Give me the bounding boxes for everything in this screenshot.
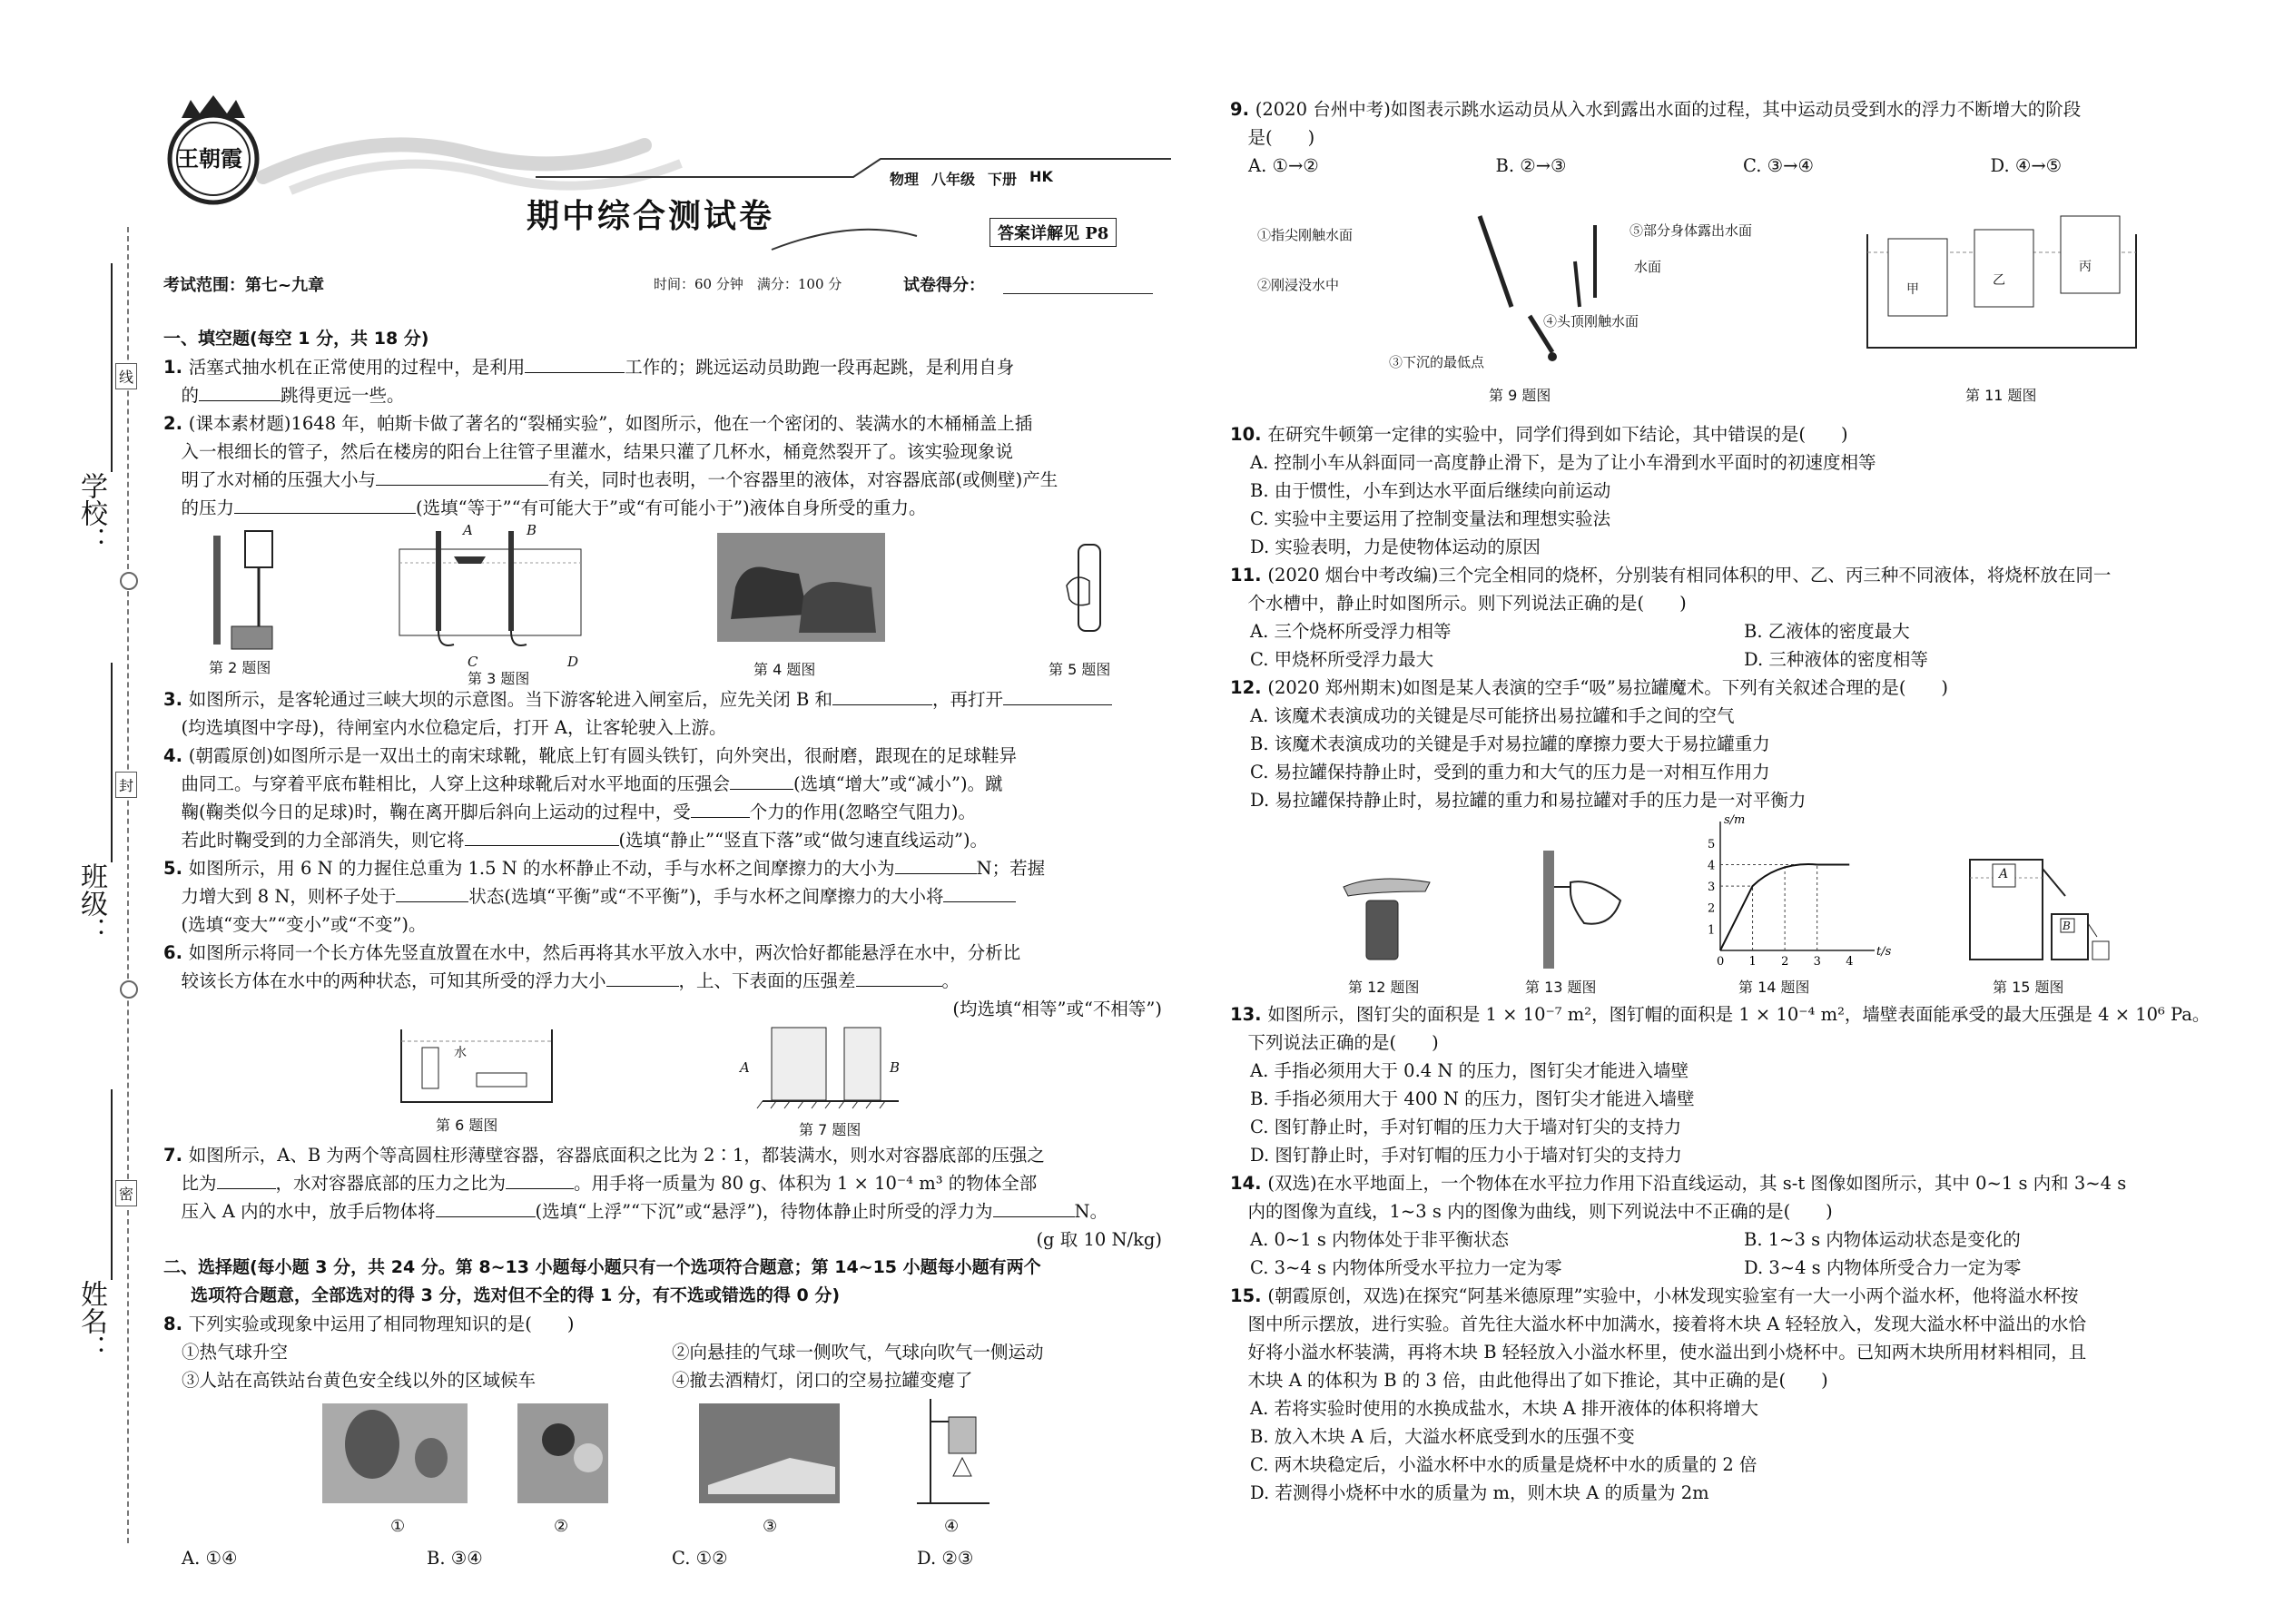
q10-options (1230, 448, 2238, 561)
binding-mark-feng: 封 (115, 772, 137, 798)
block-b-label: B (2063, 920, 2071, 932)
diver-label-1: ①指尖刚触水面 (1257, 227, 1354, 243)
section-fill-blank: 一、填空题(每空 1 分，共 18 分) (163, 329, 429, 349)
question-1: 1. 活塞式抽水机在正常使用的过程中，是利用 工作的；跳远运动员助跑一段再起跳，是利用自身 的 跳得更远一些。 (163, 353, 1162, 409)
option-b[interactable]: B. 该魔术表演成功的关键是手对易拉罐的摩擦力要大于易拉罐重力 (1250, 733, 1770, 754)
option-d[interactable]: D. 若测得小烧杯中水的质量为 m，则木块 A 的质量为 2m (1250, 1482, 1709, 1503)
name-label: 姓名： (75, 1280, 107, 1362)
score-label: 试卷得分： (903, 276, 985, 295)
q8-item: ④撤去酒精灯，闭口的空易拉罐变瘪了 (672, 1370, 973, 1391)
overflow-cups-figure (1965, 851, 2111, 969)
fig11-caption: 第 11 题图 (1965, 387, 2037, 404)
option-c[interactable]: C. 3~4 s 内物体所受水平拉力一定为零 (1250, 1257, 1562, 1278)
barrel-experiment-figure (209, 527, 290, 654)
can-heating-figure (912, 1394, 994, 1508)
option-a[interactable]: A. 手指必须用大于 0.4 N 的压力，图钉尖才能进入墙壁 (1250, 1060, 1689, 1081)
diver-label-3: ③下沉的最低点 (1389, 354, 1485, 370)
class-field[interactable] (111, 663, 113, 862)
y-tick-label: 5 (1708, 837, 1716, 851)
figures-row-1 (163, 522, 1162, 685)
answer-blank[interactable] (376, 467, 548, 486)
answer-blank[interactable] (525, 354, 625, 373)
diver-label-5: ⑤部分身体露出水面 (1629, 222, 1753, 239)
name-field[interactable] (111, 1089, 113, 1280)
option-d[interactable]: D. 易拉罐保持静止时，易拉罐的重力和易拉罐对手的压力是一对平衡力 (1250, 790, 1807, 811)
binding-margin (18, 227, 154, 1543)
answer-blank[interactable] (856, 968, 942, 987)
option-a[interactable]: A. 控制小车从斜面同一高度静止滑下，是为了让小车滑到水平面时的初速度相等 (1250, 452, 1876, 473)
option-b[interactable]: B. 1~3 s 内物体运动状态是变化的 (1744, 1229, 2021, 1250)
option-b[interactable]: B. ③④ (427, 1548, 483, 1569)
logo-text: 王朝霞 (177, 145, 242, 172)
q11-options (1230, 617, 2238, 674)
binding-mark-xian: 线 (115, 363, 137, 389)
section-choice-line-2: 选项符合题意，全部选对的得 3 分，选对但不全的得 1 分，有不选或错选的得 0 分) (191, 1285, 841, 1305)
question-10: 10. 在研究牛顿第一定律的实验中，同学们得到如下结论，其中错误的是( ) (1230, 424, 1848, 445)
answer-blank[interactable] (1003, 686, 1112, 705)
st-graph-chart (1684, 813, 1892, 978)
diver-label-4: ④头顶刚触水面 (1543, 313, 1639, 330)
option-d[interactable]: D. ②③ (917, 1548, 974, 1569)
y-tick-label: 2 (1708, 901, 1716, 916)
question-7: 7. 如图所示，A、B 为两个等高圆柱形薄壁容器，容器底面积之比为 2∶1，都装满水，则水对容器底部的压强之 比为 ，水对容器底部的压力之比为 。用手将一质量为 80 g、体积为 1 × 10⁻⁴ m³ 的物体全部 压入 A 内的水中，放手后物体将 (选填“上浮”“下沉”或“悬浮”)，待物体静止时所受的浮力为 N。 (g 取 10 N/kg) (163, 1145, 1162, 1250)
subject-tag: 物理 (890, 171, 920, 188)
answer-blank[interactable] (895, 855, 977, 874)
option-c[interactable]: C. ③→④ (1743, 155, 1814, 176)
option-d[interactable]: D. 3~4 s 内物体所受合力一定为零 (1744, 1257, 2022, 1278)
question-6: 6. 如图所示将同一个长方体先竖直放置在水中，然后再将其水平放入水中，两次恰好都能悬浮在水中，分析比 较该长方体在水中的两种状态，可知其所受的浮力大小 ，上、下表面的压强差 。 (均选填“相等”或“不相等”) (163, 942, 1162, 1019)
x-tick-label: 0 (1717, 955, 1725, 969)
answer-blank[interactable] (691, 799, 750, 818)
answer-blank[interactable] (234, 495, 416, 514)
answer-reference: 答案详解见 P8 (989, 218, 1117, 247)
binding-dash-line (127, 227, 129, 1543)
option-c[interactable]: C. 甲烧杯所受浮力最大 (1250, 649, 1434, 670)
option-b[interactable]: B. 放入木块 A 后，大溢水杯底受到水的压强不变 (1250, 1426, 1635, 1447)
section-choice-line-1: 二、选择题(每小题 3 分，共 24 分。第 8~13 小题每小题只有一个选项符合题意；第 14~15 小题每小题有两个 (163, 1257, 1041, 1277)
q8-items (163, 1338, 1162, 1394)
balloon-girl-photo (517, 1403, 608, 1503)
fig14-caption: 第 14 题图 (1738, 979, 1810, 996)
fig13-caption: 第 13 题图 (1525, 979, 1597, 996)
hand-holding-cup-figure (1053, 531, 1126, 649)
question-11: 11. (2020 烟台中考改编)三个完全相同的烧杯，分别装有相同体积的甲、乙、丙三种不同液体，将烧杯放在同一 个水槽中，静止时如图所示。则下列说法正确的是( ) (1230, 565, 2112, 614)
answer-blank[interactable] (832, 686, 932, 705)
containers-ab-figure (753, 1023, 908, 1114)
fig6-water-label: 水 (454, 1046, 467, 1060)
question-3: 3. 如图所示，是客轮通过三峡大坝的示意图。当下游客轮进入闸室后，应先关闭 B 和 ，再打开 (均选填图中字母)，待闸室内水位稳定后，打开 A，让客轮驶入上游。 (163, 685, 1162, 742)
option-b[interactable]: B. 由于惯性，小车到达水平面后继续向前运动 (1250, 480, 1611, 501)
page-title: 期中综合测试卷 (527, 197, 775, 235)
question-12: 12. (2020 郑州期末)如图是某人表演的空手“吸”易拉罐魔术。下列有关叙述合理的是( ) (1230, 677, 1949, 698)
option-d[interactable]: D. 图钉静止时，手对钉帽的压力小于墙对钉尖的支持力 (1250, 1145, 1682, 1166)
fig6-caption: 第 6 题图 (436, 1117, 498, 1134)
fig7-label-b: B (890, 1059, 901, 1076)
q9-options (1230, 152, 2238, 180)
right-column (1230, 95, 2238, 1507)
option-a[interactable]: A. 三个烧杯所受浮力相等 (1250, 621, 1452, 642)
question-4: 4. (朝霞原创)如图所示是一双出土的南宋球靴，靴底上钉有圆头铁钉，向外突出，很耐磨，跟现在的足球鞋异 曲同工。与穿着平底布鞋相比，人穿上这种球靴后对水平地面的压强会 (选填“增大”或“减小”)。蹴 鞠(鞠类似今日的足球)时，鞠在离开脚后斜向上运动的过程中，受 个力的作用(忽略空气阻力)。 若此时鞠受到的力全部消失，则它将 (选填“静止”“竖直下落”或“做匀速直线运动”)。 (163, 745, 1017, 851)
volume-tag: 下册 (988, 171, 1018, 188)
x-tick-label: 1 (1748, 955, 1757, 969)
water-surface-label: 水面 (1634, 259, 1662, 275)
fig12-caption: 第 12 题图 (1348, 979, 1420, 996)
time-score: 时间：60 分钟 满分：100 分 (654, 276, 842, 292)
can-magic-figure (1339, 869, 1439, 969)
answer-blank[interactable] (465, 827, 619, 846)
x-axis-label: t/s (1876, 945, 1892, 959)
q14-options (1230, 1225, 2238, 1282)
x-tick-label: 2 (1781, 955, 1789, 969)
q8-item: ③人站在高铁站台黄色安全线以外的区域候车 (182, 1370, 537, 1391)
block-a-label: A (1999, 867, 2009, 881)
beaker-label-yi: 乙 (1993, 273, 2005, 288)
q8-item: ②向悬挂的气球一侧吹气，气球向吹气一侧运动 (672, 1342, 1044, 1363)
q8-pic-label: ① (390, 1517, 406, 1536)
school-field[interactable] (111, 263, 113, 472)
option-b[interactable]: B. ②→③ (1495, 155, 1567, 176)
option-d[interactable]: D. ④→⑤ (1990, 155, 2063, 176)
answer-blank[interactable] (730, 771, 793, 790)
figures-row-q12-q15 (1230, 814, 2238, 1000)
option-b[interactable]: B. 手指必须用大于 400 N 的压力，图钉尖才能进入墙壁 (1250, 1088, 1695, 1109)
option-a[interactable]: A. ①→② (1248, 155, 1319, 176)
answer-blank[interactable] (396, 883, 468, 902)
option-c[interactable]: C. 两木块稳定后，小溢水杯中水的质量是烧杯中水的质量的 2 倍 (1250, 1454, 1757, 1475)
left-column (163, 325, 1162, 1580)
fig15-caption: 第 15 题图 (1993, 979, 2064, 996)
diver-label-2: ②刚浸没水中 (1257, 277, 1340, 293)
fig2-caption: 第 2 题图 (209, 659, 271, 676)
thumbtack-wall-figure (1530, 851, 1639, 969)
question-5: 5. 如图所示，用 6 N 的力握住总重为 1.5 N 的水杯静止不动，手与水杯之间摩擦力的大小为 N；若握 力增大到 8 N，则杯子处于 状态(选填“平衡”或“不平衡”)，手与水杯之间摩擦力的大小将 (选填“变大”“变小”或“不变”)。 (163, 854, 1162, 939)
fig3-label-c: C (468, 654, 478, 670)
hot-air-balloon-photo (322, 1403, 468, 1503)
school-label: 学校： (75, 472, 107, 554)
q13-options (1230, 1057, 2238, 1169)
option-a[interactable]: A. 0~1 s 内物体处于非平衡状态 (1250, 1229, 1510, 1250)
binding-mark-mi: 密 (115, 1180, 137, 1206)
option-a[interactable]: A. 若将实验时使用的水换成盐水，木块 A 排开液体的体积将增大 (1250, 1398, 1758, 1419)
option-b[interactable]: B. 乙液体的密度最大 (1744, 621, 1910, 642)
option-c[interactable]: C. 易拉罐保持静止时，受到的重力和大气的压力是一对相互作用力 (1250, 762, 1770, 782)
y-tick-label: 3 (1708, 881, 1716, 895)
answer-blank[interactable] (943, 883, 1016, 902)
figures-row-q9-q11 (1230, 180, 2238, 420)
option-c[interactable]: C. 图钉静止时，手对钉帽的压力大于墙对钉尖的支持力 (1250, 1117, 1682, 1137)
beaker-label-bing: 丙 (2079, 260, 2092, 274)
option-c[interactable]: C. ①② (672, 1548, 728, 1569)
q12-options (1230, 702, 2238, 814)
answer-blank[interactable] (199, 382, 281, 401)
question-13: 13. 如图所示，图钉尖的面积是 1 × 10⁻⁷ m²，图钉帽的面积是 1 × 10⁻⁴ m²，墙壁表面能承受的最大压强是 4 × 10⁶ Pa。 下列说法正确的是( ) (1230, 1004, 2210, 1053)
q15-options (1230, 1394, 2238, 1507)
exam-scope: 考试范围：第七~九章 (163, 276, 325, 295)
answer-blank[interactable] (606, 968, 679, 987)
y-axis-label: s/m (1724, 813, 1746, 827)
cuboid-in-water-figure (399, 1028, 554, 1105)
fig4-caption: 第 4 题图 (753, 661, 816, 678)
question-15: 15. (朝霞原创，双选)在探究“阿基米德原理”实验中，小林发现实验室有一大一小两个溢水杯，他将溢水杯按 图中所示摆放，进行实验。首先往大溢水杯中加满水，接着将木块 A 轻轻放入，发现大溢水杯中溢出的水恰 好将小溢水杯装满，再将木块 B 轻轻放入小溢水杯里，使水溢出到小烧杯中。已知两木块所用材料相同，且 木块 A 的体积为 B 的 3 倍，由此他得出了如下推论，其中正确的是( ) (1230, 1285, 2087, 1391)
question-8: 8. 下列实验或现象中运用了相同物理知识的是( ) (163, 1314, 575, 1334)
high-speed-train-photo (699, 1403, 840, 1503)
fig5-caption: 第 5 题图 (1049, 661, 1111, 678)
answer-blank[interactable] (436, 1198, 536, 1217)
song-boots-photo (717, 533, 885, 642)
subject-tags (890, 168, 1053, 189)
q8-item: ①热气球升空 (182, 1342, 289, 1363)
option-d[interactable]: D. 三种液体的密度相等 (1744, 649, 1928, 670)
fig3-label-d: D (567, 654, 579, 670)
x-tick-label: 4 (1846, 955, 1854, 969)
question-2: 2. (课本素材题)1648 年，帕斯卡做了著名的“裂桶实验”，如图所示，他在一个密闭的、装满水的木桶桶盖上插 入一根细长的管子，然后在楼房的阳台上往管子里灌水，结果只灌了几杯水，桶竟然裂开了。该实验现象说 明了水对桶的压强大小与 有关，同时也表明，一个容器里的液体，对容器底部(或侧壁)产生 的压力 (选填“等于”“有可能大于”或“有可能小于”)液体自身所受的重力。 (163, 413, 1058, 518)
fig3-label-b: B (527, 522, 537, 538)
option-d[interactable]: D. 实验表明，力是使物体运动的原因 (1250, 536, 1541, 557)
question-9: 9. (2020 台州中考)如图表示跳水运动员从入水到露出水面的过程，其中运动员受到水的浮力不断增大的阶段 是( ) (1230, 99, 2082, 148)
q8-options (182, 1544, 1162, 1572)
q8-pic-label: ② (554, 1517, 569, 1536)
q8-pic-label: ③ (763, 1517, 778, 1536)
binding-hole (120, 980, 138, 999)
ship-lock-figure (399, 522, 581, 658)
q8-pictures (163, 1394, 1162, 1580)
grade-tag: 八年级 (931, 171, 976, 188)
beaker-label-jia: 甲 (1906, 282, 1919, 297)
option-c[interactable]: C. 实验中主要运用了控制变量法和理想实验法 (1250, 508, 1611, 529)
fig7-caption: 第 7 题图 (799, 1121, 861, 1138)
score-field[interactable] (1003, 293, 1153, 294)
fig9-caption: 第 9 题图 (1489, 387, 1551, 404)
q8-pic-label: ④ (944, 1517, 960, 1536)
figures-row-2 (163, 1023, 1162, 1141)
answer-blank[interactable] (217, 1170, 276, 1189)
y-tick-label: 4 (1708, 859, 1716, 873)
fig3-caption: 第 3 题图 (468, 670, 530, 687)
binding-hole (120, 572, 138, 590)
edition-tag: HK (1029, 168, 1053, 185)
question-14: 14. (双选)在水平地面上，一个物体在水平拉力作用下沿直线运动，其 s-t 图像如图所示，其中 0~1 s 内和 3~4 s 内的图像为直线，1~3 s 内的图像为曲线，则下列说法中不正确的是( ) (1230, 1173, 2127, 1222)
option-a[interactable]: A. 该魔术表演成功的关键是尽可能挤出易拉罐和手之间的空气 (1250, 705, 1735, 726)
answer-blank[interactable] (506, 1170, 574, 1189)
option-a[interactable]: A. ①④ (182, 1548, 238, 1569)
fig7-label-a: A (740, 1059, 750, 1076)
answer-blank[interactable] (993, 1198, 1075, 1217)
y-tick-label: 1 (1708, 923, 1716, 938)
class-label: 班级： (75, 862, 107, 944)
fig3-label-a: A (463, 522, 473, 538)
x-tick-label: 3 (1813, 955, 1821, 969)
